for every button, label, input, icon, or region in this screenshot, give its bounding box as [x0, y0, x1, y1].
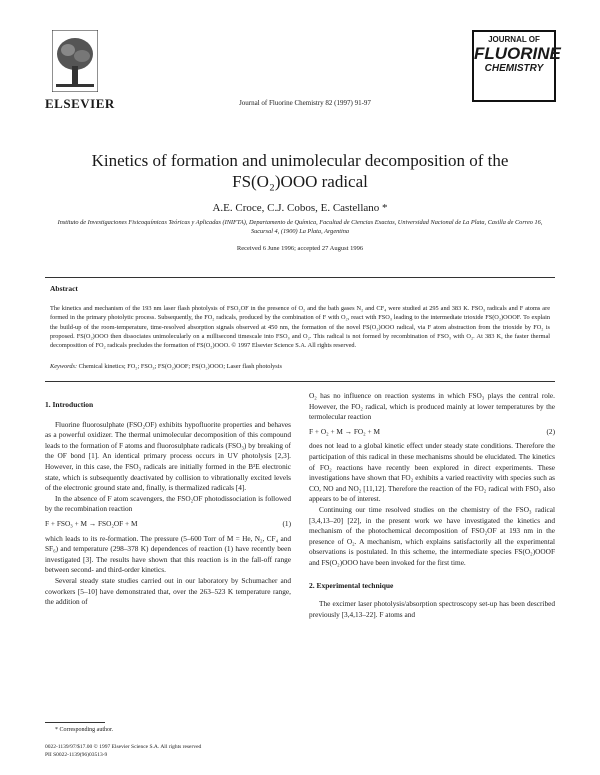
- publisher-name: ELSEVIER: [45, 96, 115, 111]
- title-line-1: Kinetics of formation and unimolecular decomposition of the: [91, 151, 509, 170]
- pii-line: PII S0022-1139(96)03513-9: [45, 751, 108, 758]
- equation-2-number: (2): [546, 426, 555, 436]
- divider-top: [45, 277, 555, 278]
- journal-reference: Journal of Fluorine Chemistry 82 (1997) 91-97: [239, 99, 371, 107]
- journal-logo-mid: FLUORINE: [474, 44, 561, 63]
- footnote: * Corresponding author.: [55, 727, 114, 733]
- footnote-rule: [45, 722, 105, 723]
- right-paragraph-3: Continuing our time resolved studies on the chemistry of the FSO₃ radical [3,4,13–20] [22], in the present work we have investigated the kinetics and mechanism of the photochemical decomposition of FSO₂OF at 193 nm in the presence of O₂. A mechanism, which explains satisfactorily all the experimental observations is postulated. In this scheme, the intermediate species FS(O₂)OOOF and FS(O₂)OOO have been invoked for the first time.: [309, 504, 555, 567]
- elsevier-tree-logo: [52, 30, 98, 92]
- divider-bottom: [45, 381, 555, 382]
- right-paragraph-1: O₂ has no influence on reaction systems in which FSO₃ plays the central role. However, the FO₂ radical, which is produced mainly at lower temperatures by the termolecular reaction: [309, 391, 555, 422]
- received-dates: Received 6 June 1996; accepted 27 August 1996: [236, 245, 364, 252]
- equation-2-text: F + O₂ + M → FO₂ + M: [309, 426, 380, 436]
- equation-1: [45, 519, 291, 530]
- article-title: [40, 150, 560, 192]
- keywords-list: Chemical kinetics; FO₂; FSO₃; FS(O₂)OOF; FS(O₂)OOO; Laser flash photolysis: [78, 363, 282, 370]
- abstract-heading: Abstract: [50, 284, 78, 293]
- right-paragraph-4: The excimer laser photolysis/absorption spectroscopy set-up has been described previously [3,4,13–22]. F atoms and: [309, 599, 555, 619]
- right-column: [309, 391, 555, 620]
- right-paragraph-2: does not lead to a global kinetic effect under steady state conditions. Therefore the participation of this radical in these mechanisms should be elucidated. The kinetics of FO₂ reactions have recently been explored in direct experiments. These investigations have shown that FO₂ exhibits a varied reactivity with species such as CO, NO and NO₂ [11,12]. Therefore the reaction of the FO₂ radical with FSO₃ also appears to be of interest.: [309, 441, 555, 504]
- copyright-line: 0022-1139/97/$17.00 © 1997 Elsevier Science S.A. All rights reserved: [45, 744, 202, 750]
- journal-logo-top: JOURNAL OF: [488, 35, 540, 44]
- equation-1-text: F + FSO₃ + M → FSO₂OF + M: [45, 518, 138, 528]
- journal-logo-bot: CHEMISTRY: [484, 63, 544, 74]
- intro-paragraph-4: Several steady state studies carried out in our laboratory by Schumacher and coworkers [5–10] have demonstrated that, over the 263–523 K temperature range, the addition of: [45, 575, 291, 607]
- journal-logo: [472, 30, 561, 102]
- copyright-info: [45, 744, 345, 759]
- intro-paragraph-1: Fluorine fluorosulphate (FSO₂OF) exhibits hypofluorite properties and behaves as a powerful oxidizer. The thermal unimolecular decomposition of this compound leads to the formation of F atoms and fluorosulphate radicals (FSO₃) by breaking of the OF bond [1]. An identical primary process occurs in UV photolysis [2,3]. However, in this case, the FSO₃ radicals are initially formed in the B²E electronic state, which is subsequently deactivated by collision to vibrationally excited levels of the electronic ground state and, finally, is thermalized radicals [4].: [45, 419, 291, 493]
- keywords: [50, 363, 550, 370]
- section-2-heading: 2. Experimental technique: [309, 580, 394, 590]
- abstract-text: The kinetics and mechanism of the 193 nm laser flash photolysis of FSO₂OF in the presence of O₂ and the bath gases N₂ and CF₄ were studied at 295 and 383 K. FSO₃ radicals and F atoms are formed in the primary photolytic process. Subsequently, the FO₂ radicals, produced by the combination of F with O₂, react with FSO₃ leading to the intermediate trioxide FS(O₂)OOOF. To explain the build-up of the room-temperature, time-resolved absorption signals observed at 450 nm, the formation of the novel FS(O₂)OOO radical, via F atom abstraction from the trioxide by FO₂ is proposed. FS(O₂)OOO then dissociates unimolecularly on a millisecond timescale into FSO₃ and O₂. This radical is not formed by recombination of FSO₃ with O₂. At 383 K, the faster thermal decomposition of FO₂ radicals precludes the formation of FS(O₂)OOO. © 1997 Elsevier Science S.A. All rights reserved.: [50, 305, 550, 350]
- title-line-2: FS(O₂)OOO radical: [232, 172, 368, 191]
- keywords-label: Keywords:: [50, 363, 78, 370]
- section-1-heading: 1. Introduction: [45, 400, 94, 409]
- left-column: [45, 400, 291, 608]
- equation-2: [309, 427, 555, 438]
- intro-paragraph-3: which leads to its re-formation. The pressure (5–600 Torr of M = He, N₂, CF₄ and SF₆) and temperature (298–378 K) dependences of reaction (1) have recently been investigated [3]. The results have shown that this reaction is in the fall-off range between second- and third-order kinetics.: [45, 533, 291, 575]
- intro-paragraph-2: In the absence of F atom scavengers, the FSO₂OF photodissociation is followed by the recombination reaction: [45, 493, 291, 514]
- equation-1-number: (1): [282, 518, 291, 528]
- authors: A.E. Croce, C.J. Cobos, E. Castellano *: [212, 202, 388, 214]
- affiliation: Instituto de Investigaciones Fisicoquímicas Teóricas y Aplicadas (INIFTA), Departamento de Química, Facultad de Ciencias Exactas, Universidad Nacional de La Plata, Casilla de Correo 16, Sucursal 4, (1900) La Plata, Argentina: [57, 219, 543, 235]
